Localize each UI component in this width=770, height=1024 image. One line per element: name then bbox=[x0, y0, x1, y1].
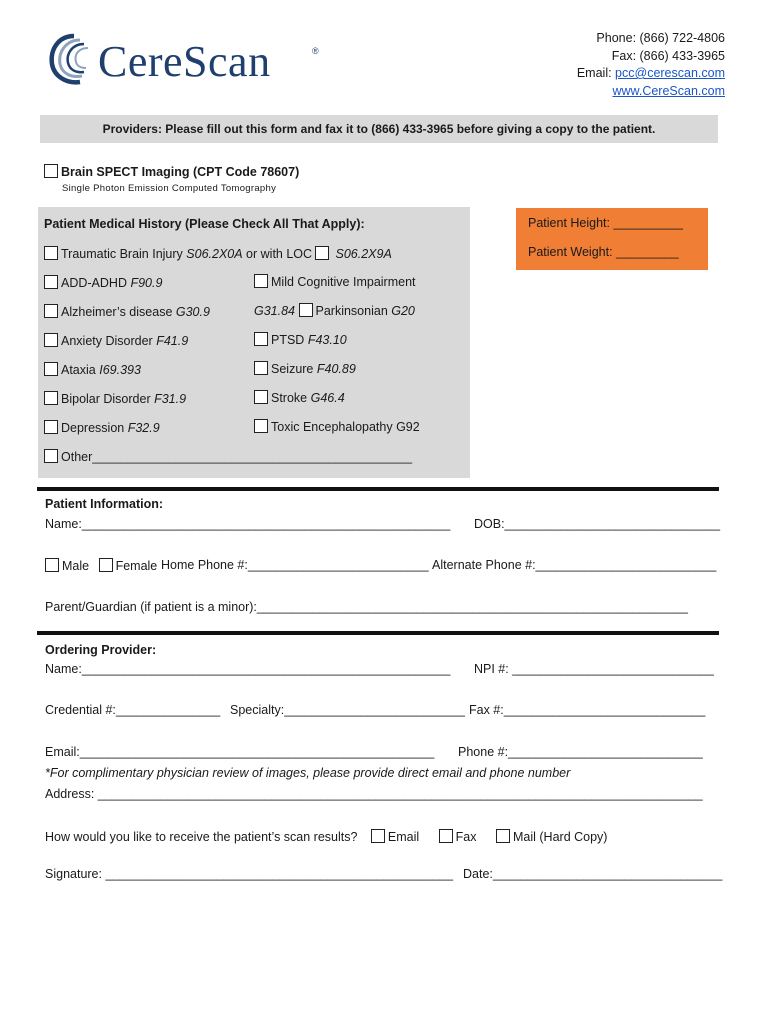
history-label: Toxic Encephalopathy G92 bbox=[271, 420, 420, 434]
section-divider bbox=[37, 631, 719, 635]
sex-options bbox=[45, 558, 157, 573]
logo-swirl-icon bbox=[44, 28, 104, 88]
history-checkbox[interactable] bbox=[44, 275, 58, 289]
history-label: Depression bbox=[61, 421, 128, 435]
history-label: Seizure bbox=[271, 362, 317, 376]
results-email-checkbox[interactable] bbox=[371, 829, 385, 843]
history-item bbox=[44, 304, 210, 319]
contact-fax: Fax: (866) 433-3965 bbox=[611, 48, 725, 63]
patient-info-heading: Patient Information: bbox=[45, 497, 164, 511]
tbi-checkbox[interactable] bbox=[44, 246, 58, 260]
spect-checkbox[interactable] bbox=[44, 164, 58, 178]
provider-fax-field[interactable]: Fax #:_____________________________ bbox=[469, 703, 706, 717]
history-label: Bipolar Disorder bbox=[61, 392, 155, 406]
history-item bbox=[254, 361, 356, 376]
history-code: G46.4 bbox=[310, 391, 345, 405]
mci-checkbox[interactable] bbox=[254, 274, 268, 288]
history-item bbox=[254, 303, 415, 318]
npi-field[interactable]: NPI #: _____________________________ bbox=[474, 662, 714, 676]
history-checkbox[interactable] bbox=[254, 390, 268, 404]
history-checkbox[interactable] bbox=[254, 332, 268, 346]
section-divider bbox=[37, 487, 719, 491]
history-item bbox=[44, 420, 160, 435]
alt-phone-field[interactable]: Alternate Phone #:__________________________ bbox=[432, 558, 717, 572]
history-item bbox=[44, 333, 188, 348]
other-checkbox[interactable] bbox=[44, 449, 58, 463]
contact-block bbox=[577, 30, 725, 100]
history-label: ADD-ADHD bbox=[61, 276, 131, 290]
tbi-loc-label: or with LOC bbox=[242, 247, 313, 261]
history-code: G20 bbox=[391, 304, 415, 318]
history-item bbox=[254, 419, 420, 434]
history-checkbox[interactable] bbox=[299, 303, 313, 317]
history-label: Ataxia bbox=[61, 363, 100, 377]
history-item bbox=[254, 390, 345, 405]
credential-field[interactable]: Credential #:_______________ bbox=[45, 703, 221, 717]
tbi-loc-checkbox[interactable] bbox=[315, 246, 329, 260]
results-mail-label: Mail (Hard Copy) bbox=[513, 830, 608, 844]
history-item-other bbox=[44, 449, 412, 464]
history-label: Stroke bbox=[271, 391, 311, 405]
results-question bbox=[45, 829, 607, 844]
history-code: F90.9 bbox=[130, 276, 163, 290]
history-checkbox[interactable] bbox=[254, 361, 268, 375]
contact-email-link[interactable]: pcc@cerescan.com bbox=[615, 66, 725, 80]
instruction-banner: Providers: Please fill out this form and fax it to (866) 433-3965 before giving a copy to the patient. bbox=[40, 115, 718, 143]
results-mail-checkbox[interactable] bbox=[496, 829, 510, 843]
other-field[interactable]: Other______________________________________________ bbox=[61, 450, 413, 464]
medical-history-panel bbox=[38, 207, 470, 478]
female-checkbox[interactable] bbox=[99, 558, 113, 572]
home-phone-field[interactable]: Home Phone #:__________________________ bbox=[161, 558, 429, 572]
history-checkbox[interactable] bbox=[44, 391, 58, 405]
results-email-label: Email bbox=[387, 830, 420, 844]
history-checkbox[interactable] bbox=[44, 420, 58, 434]
history-label: PTSD bbox=[271, 333, 308, 347]
weight-field[interactable]: Patient Weight: _________ bbox=[528, 245, 679, 259]
history-item bbox=[254, 332, 347, 347]
history-checkbox[interactable] bbox=[44, 362, 58, 376]
history-item-tbi bbox=[44, 246, 392, 261]
history-code: F31.9 bbox=[154, 392, 187, 406]
history-label: Anxiety Disorder bbox=[61, 334, 157, 348]
tbi-label: Traumatic Brain Injury bbox=[61, 247, 187, 261]
history-checkbox[interactable] bbox=[254, 419, 268, 433]
mci-code: G31.84 bbox=[254, 304, 296, 318]
medical-history-title: Patient Medical History (Please Check All That Apply): bbox=[44, 217, 365, 231]
date-field[interactable]: Date:_________________________________ bbox=[463, 867, 723, 881]
spect-label: Brain SPECT Imaging (CPT Code 78607) bbox=[61, 165, 300, 179]
female-label: Female bbox=[115, 559, 158, 573]
history-checkbox[interactable] bbox=[44, 304, 58, 318]
male-label: Male bbox=[62, 559, 90, 573]
provider-email-field[interactable]: Email:___________________________________________________ bbox=[45, 745, 435, 759]
history-code: G30.9 bbox=[175, 305, 210, 319]
height-field[interactable]: Patient Height: __________ bbox=[528, 216, 683, 230]
history-item-mci bbox=[254, 274, 416, 289]
spect-subtitle: Single Photon Emission Computed Tomography bbox=[62, 183, 277, 194]
contact-email-label: Email: bbox=[576, 66, 616, 80]
history-code: F43.10 bbox=[307, 333, 347, 347]
registered-mark: ® bbox=[312, 46, 319, 56]
ordering-provider-heading: Ordering Provider: bbox=[45, 643, 157, 657]
review-note: *For complimentary physician review of images, please provide direct email and phone number bbox=[45, 766, 571, 780]
mci-label: Mild Cognitive Impairment bbox=[271, 275, 416, 289]
history-code: F41.9 bbox=[156, 334, 189, 348]
address-field[interactable]: Address: _______________________________________________________________________________________ bbox=[45, 787, 703, 801]
signature-field[interactable]: Signature: __________________________________________________ bbox=[45, 867, 454, 881]
history-item bbox=[44, 391, 186, 406]
guardian-field[interactable]: Parent/Guardian (if patient is a minor):______________________________________________________________ bbox=[45, 600, 688, 614]
results-fax-label: Fax bbox=[455, 830, 477, 844]
provider-phone-field[interactable]: Phone #:____________________________ bbox=[458, 745, 703, 759]
contact-phone: Phone: (866) 722-4806 bbox=[596, 31, 725, 45]
logo-wordmark: CereScan bbox=[98, 37, 271, 86]
vitals-box bbox=[516, 208, 708, 270]
history-item bbox=[44, 362, 141, 377]
results-fax-checkbox[interactable] bbox=[439, 829, 453, 843]
specialty-field[interactable]: Specialty:__________________________ bbox=[230, 703, 465, 717]
patient-name-field[interactable]: Name:_____________________________________________________ bbox=[45, 517, 451, 531]
tbi-loc-code: S06.2X9A bbox=[332, 247, 392, 261]
tbi-code: S06.2X0A bbox=[186, 247, 243, 261]
cerescan-logo bbox=[44, 28, 334, 90]
provider-name-field[interactable]: Name:_____________________________________________________ bbox=[45, 662, 451, 676]
contact-website-link[interactable]: www.CereScan.com bbox=[612, 83, 725, 98]
spect-option bbox=[44, 164, 299, 179]
history-code: F40.89 bbox=[316, 362, 356, 376]
patient-dob-field[interactable]: DOB:_______________________________ bbox=[474, 517, 721, 531]
results-question-label: How would you like to receive the patient’s scan results? bbox=[45, 830, 358, 844]
male-checkbox[interactable] bbox=[45, 558, 59, 572]
history-item bbox=[44, 275, 162, 290]
history-code: I69.393 bbox=[99, 363, 141, 377]
history-checkbox[interactable] bbox=[44, 333, 58, 347]
history-label: Parkinsonian bbox=[315, 304, 392, 318]
history-code: F32.9 bbox=[127, 421, 160, 435]
contact-email-row bbox=[577, 65, 725, 83]
history-label: Alzheimer’s disease bbox=[61, 305, 176, 319]
